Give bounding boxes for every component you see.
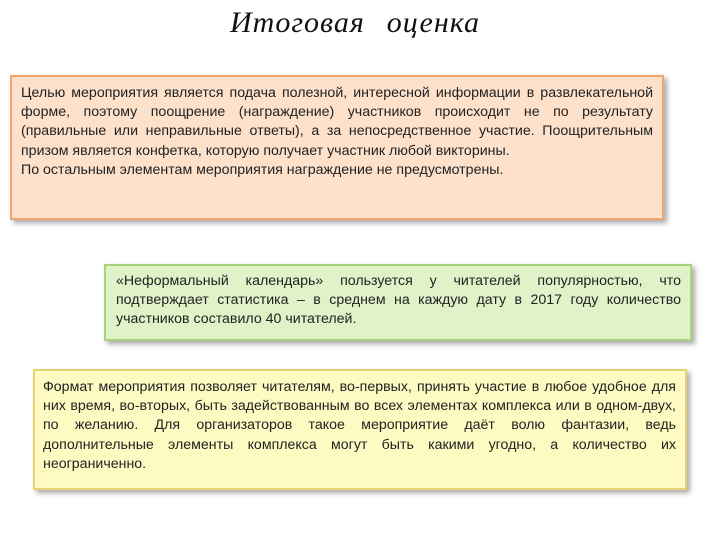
slide-title-word-1: Итоговая xyxy=(229,6,365,39)
reward-policy-box xyxy=(10,75,664,220)
slide-title-word-2: оценка xyxy=(386,6,481,39)
reward-policy-paragraph-1: Целью мероприятия является подача полезной, интересной информации в развлекательной форме, поэтому поощрение (награждение) участников происходит не по результату (правильные или неправильные ответы), а за непосредственное участие. Поощрительным призом является конфетка, которую получает участник любой викторины. xyxy=(21,85,653,159)
format-text: Формат мероприятия позволяет читателям, во-первых, принять участие в любое удобное для них время, во-вторых, быть задействованным во всех элементах комплекса или в одном-двух, по желанию. Для организаторов такое мероприятие даёт волю фантазии, ведь дополнительные элементы комплекса могут быть какими угодно, а количество их неограниченно. xyxy=(43,379,676,472)
slide-title xyxy=(0,6,720,40)
popularity-text: «Неформальный календарь» пользуется у читателей популярностью, что подтверждает статистика – в среднем на каждую дату в 2017 году количество участников составило 40 читателей. xyxy=(116,273,681,328)
format-box xyxy=(33,369,687,490)
popularity-box xyxy=(104,264,692,341)
reward-policy-paragraph-2: По остальным элементам мероприятия награждение не предусмотрены. xyxy=(21,161,504,178)
